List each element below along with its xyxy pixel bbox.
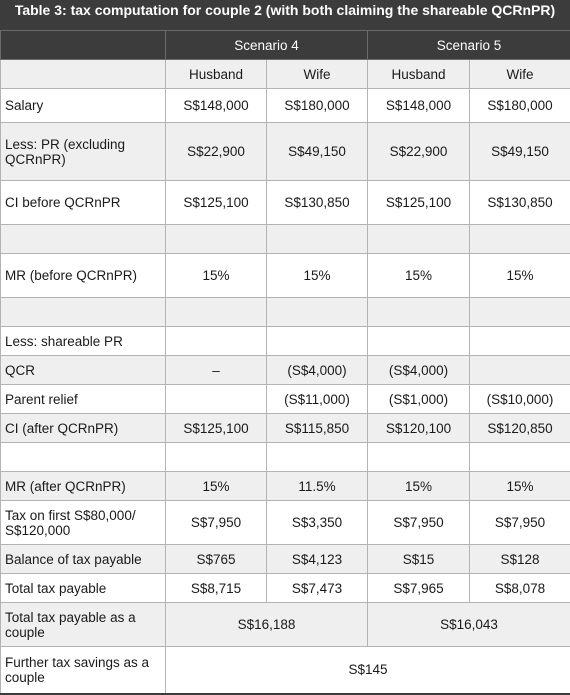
row-label: Tax on first S$80,000/ S$120,000 xyxy=(1,501,166,545)
table-row xyxy=(1,574,570,603)
row-value: S$130,850 xyxy=(470,181,570,225)
row-label: CI before QCRnPR xyxy=(1,181,166,225)
tax-computation-table xyxy=(0,30,570,695)
row-label: MR (after QCRnPR) xyxy=(1,472,166,501)
row-value: 15% xyxy=(368,472,470,501)
table-row xyxy=(1,123,570,181)
savings-row xyxy=(1,647,570,694)
row-value: S$7,950 xyxy=(368,501,470,545)
row-value: S$7,950 xyxy=(166,501,267,545)
row-value: 15% xyxy=(470,254,570,298)
couple-total-label: Total tax payable as a couple xyxy=(1,603,166,647)
row-label: QCR xyxy=(1,356,166,385)
scenario-header-row xyxy=(1,31,570,60)
couple-total-scenario-5: S$16,043 xyxy=(368,603,570,647)
row-label: Balance of tax payable xyxy=(1,545,166,574)
row-value: (S$1,000) xyxy=(368,385,470,414)
row-value: S$3,350 xyxy=(267,501,368,545)
column-header-wife: Wife xyxy=(470,60,570,89)
table-row xyxy=(1,254,570,298)
row-value xyxy=(267,327,368,356)
row-value xyxy=(166,225,267,254)
table-row xyxy=(1,356,570,385)
row-label: MR (before QCRnPR) xyxy=(1,254,166,298)
row-value: S$15 xyxy=(368,545,470,574)
scenario-4-header: Scenario 4 xyxy=(166,31,368,60)
row-value xyxy=(267,298,368,327)
table-row xyxy=(1,298,570,327)
column-header-blank xyxy=(1,60,166,89)
column-header-row xyxy=(1,60,570,89)
table-row xyxy=(1,545,570,574)
table-title: Table 3: tax computation for couple 2 (with both claiming the shareable QCRnPR) xyxy=(0,0,570,30)
column-header-wife: Wife xyxy=(267,60,368,89)
row-value: 15% xyxy=(267,254,368,298)
row-value: 15% xyxy=(368,254,470,298)
table-row xyxy=(1,385,570,414)
row-value: (S$11,000) xyxy=(267,385,368,414)
row-value xyxy=(368,298,470,327)
row-value: S$125,100 xyxy=(166,414,267,443)
row-value: (S$4,000) xyxy=(267,356,368,385)
table-body xyxy=(1,89,570,603)
table-row xyxy=(1,414,570,443)
row-value: 15% xyxy=(470,472,570,501)
table-row xyxy=(1,89,570,123)
row-value: 15% xyxy=(166,472,267,501)
row-value: – xyxy=(166,356,267,385)
row-value: S$148,000 xyxy=(368,89,470,123)
row-value: S$49,150 xyxy=(470,123,570,181)
row-value xyxy=(368,443,470,472)
row-value xyxy=(166,443,267,472)
row-label: Less: shareable PR xyxy=(1,327,166,356)
row-value: (S$10,000) xyxy=(470,385,570,414)
row-value: S$128 xyxy=(470,545,570,574)
row-label: CI (after QCRnPR) xyxy=(1,414,166,443)
couple-total-scenario-4: S$16,188 xyxy=(166,603,368,647)
row-label xyxy=(1,443,166,472)
row-value: S$130,850 xyxy=(267,181,368,225)
row-value xyxy=(470,327,570,356)
row-value: S$120,100 xyxy=(368,414,470,443)
couple-total-row xyxy=(1,603,570,647)
column-header-husband: Husband xyxy=(166,60,267,89)
row-value: S$22,900 xyxy=(166,123,267,181)
row-value: S$115,850 xyxy=(267,414,368,443)
row-value: 11.5% xyxy=(267,472,368,501)
row-value: S$8,078 xyxy=(470,574,570,603)
table-row xyxy=(1,501,570,545)
row-value: S$120,850 xyxy=(470,414,570,443)
row-value xyxy=(470,225,570,254)
row-value: S$125,100 xyxy=(166,181,267,225)
savings-value: S$145 xyxy=(166,647,570,694)
row-label xyxy=(1,225,166,254)
row-value xyxy=(166,385,267,414)
row-value: S$7,965 xyxy=(368,574,470,603)
row-value: S$180,000 xyxy=(470,89,570,123)
row-value: (S$4,000) xyxy=(368,356,470,385)
row-value xyxy=(470,443,570,472)
row-label: Total tax payable xyxy=(1,574,166,603)
row-value: S$7,950 xyxy=(470,501,570,545)
row-value: S$22,900 xyxy=(368,123,470,181)
row-value xyxy=(267,225,368,254)
savings-label: Further tax savings as a couple xyxy=(1,647,166,694)
row-value: 15% xyxy=(166,254,267,298)
row-label: Less: PR (excluding QCRnPR) xyxy=(1,123,166,181)
row-value: S$7,473 xyxy=(267,574,368,603)
table-row xyxy=(1,327,570,356)
row-value: S$49,150 xyxy=(267,123,368,181)
table-row xyxy=(1,225,570,254)
row-value: S$765 xyxy=(166,545,267,574)
scenario-5-header: Scenario 5 xyxy=(368,31,570,60)
row-value: S$180,000 xyxy=(267,89,368,123)
column-header-husband: Husband xyxy=(368,60,470,89)
row-label: Salary xyxy=(1,89,166,123)
row-value xyxy=(368,327,470,356)
row-label: Parent relief xyxy=(1,385,166,414)
row-value: S$4,123 xyxy=(267,545,368,574)
row-label xyxy=(1,298,166,327)
row-value xyxy=(166,298,267,327)
row-value xyxy=(470,298,570,327)
row-value: S$8,715 xyxy=(166,574,267,603)
row-value xyxy=(368,225,470,254)
table-row xyxy=(1,472,570,501)
row-value xyxy=(166,327,267,356)
header-blank-cell xyxy=(1,31,166,60)
table-row xyxy=(1,443,570,472)
row-value xyxy=(470,356,570,385)
row-value xyxy=(267,443,368,472)
row-value: S$125,100 xyxy=(368,181,470,225)
table-row xyxy=(1,181,570,225)
row-value: S$148,000 xyxy=(166,89,267,123)
